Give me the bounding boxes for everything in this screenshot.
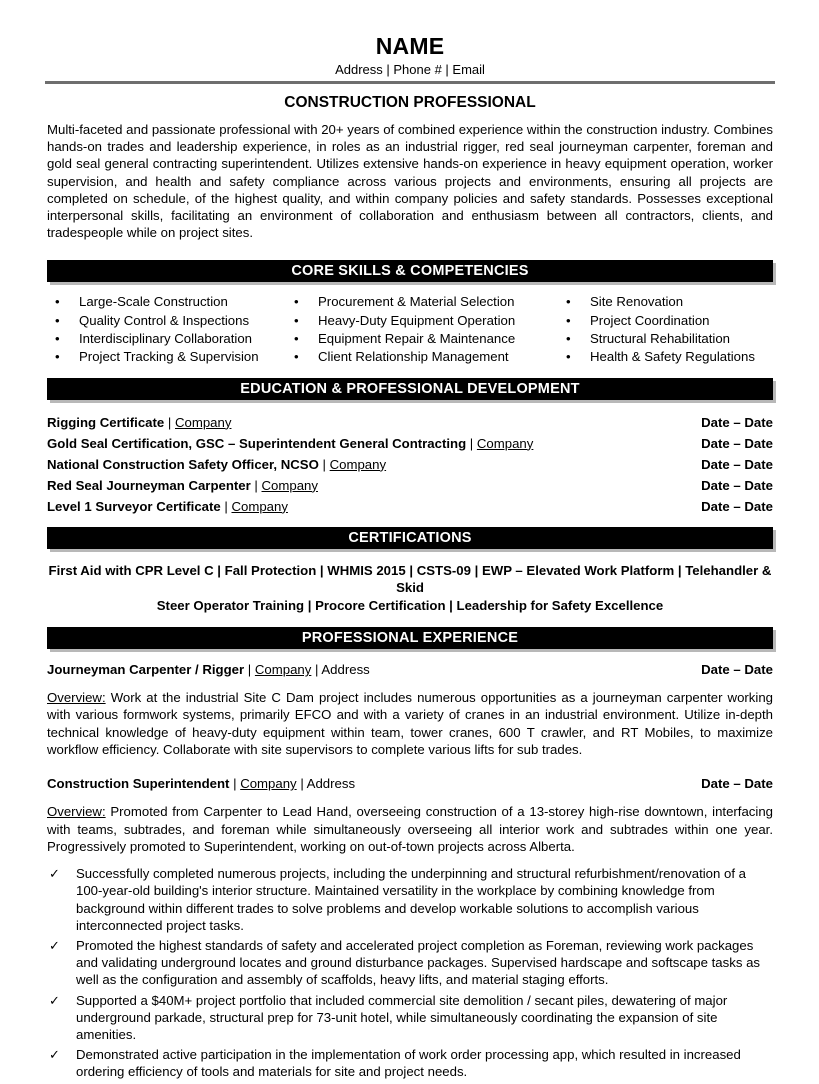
company-link[interactable]: Company bbox=[231, 498, 288, 514]
achievement-text: Promoted the highest standards of safety and accelerated project completion as Foreman, reviewing work packages and validating underground locates and ground disturbance packages. Supervised hardscape and softscape tasks as well as the configuration and assembly of scaffolds, heavy lifts, and material staging efforts. bbox=[76, 938, 761, 988]
job-title: Construction Superintendent bbox=[47, 776, 230, 792]
section-header-experience: PROFESSIONAL EXPERIENCE bbox=[47, 627, 773, 649]
achievement-text: Successfully completed numerous projects, including the underpinning and structural refurbishment/renovation of a 100-year-old building's interior structure. Maintained versatility in the workplace by combining knowledge from background within different trades to solve problems and develop workable solutions to accomplish various interconnected project tasks. bbox=[76, 866, 747, 933]
job-address: | Address bbox=[311, 662, 370, 678]
education-date: Date – Date bbox=[701, 456, 773, 472]
overview-text: Work at the industrial Site C Dam project includes numerous opportunities as a journeyman carpenter working with various formwork systems, primarily EFCO and with a variety of cranes in an industrial environment. Utilize in-depth technical knowledge of heavy-duty equipment within team, tower cranes, 600 T crawler, and RT Mobiles, to maximize workflow efficiency. Collaborate with site supervisors to complete various lifts for sub trades. bbox=[47, 690, 773, 757]
education-title: Rigging Certificate bbox=[47, 414, 165, 430]
separator: | bbox=[466, 435, 477, 451]
overview-label: Overview: bbox=[47, 690, 106, 706]
company-link[interactable]: Company bbox=[240, 776, 297, 792]
education-title: Level 1 Surveyor Certificate bbox=[47, 498, 221, 514]
separator: | bbox=[318, 456, 330, 472]
job-entry-2 bbox=[47, 775, 773, 1080]
achievement-item bbox=[47, 992, 773, 1044]
job-overview bbox=[47, 689, 773, 758]
section-header-certifications: CERTIFICATIONS bbox=[47, 527, 773, 549]
education-title: National Construction Safety Officer, NCSO bbox=[47, 456, 319, 472]
header-divider bbox=[45, 81, 775, 84]
education-title: Red Seal Journeyman Carpenter bbox=[47, 477, 251, 493]
checkmark-icon: ✓ bbox=[49, 866, 60, 882]
certifications-line-1: First Aid with CPR Level C | Fall Protection | WHMIS 2015 | CSTS-09 | EWP – Elevated Work Platform | Telehandler & Skid bbox=[48, 562, 772, 596]
job-header bbox=[47, 775, 773, 793]
skill-item: • Procurement & Material Selection bbox=[286, 293, 558, 311]
separator: | bbox=[164, 414, 175, 430]
company-link[interactable]: Company bbox=[261, 477, 318, 493]
education-row bbox=[47, 454, 773, 475]
separator: | bbox=[250, 477, 262, 493]
job-header bbox=[47, 661, 773, 679]
education-date: Date – Date bbox=[701, 477, 773, 493]
achievement-item bbox=[47, 1046, 773, 1080]
job-date: Date – Date bbox=[701, 776, 773, 792]
company-link[interactable]: Company bbox=[254, 662, 312, 678]
education-row bbox=[47, 496, 773, 517]
contact-line: Address | Phone # | Email bbox=[335, 62, 485, 77]
summary-paragraph: Multi-faceted and passionate professional with 20+ years of combined experience within the construction industry. Combines hands-on trades and leadership experience, in roles as an industrial rigger, red seal journeyman carpenter, foreman and gold seal general contracting superintendent. Utilizes extensive hands-on experience in heavy equipment operation, worker supervision, and health and safety compliance across various projects and environments, ensuring all projects are completed on schedule, of the highest quality, and within company policies and safety standards. Possesses exceptional interpersonal skills, facilitating an environment of collaboration and enthusiasm between all contractors, clients, and tradespeople while on project sites. bbox=[47, 122, 773, 241]
overview-text: Promoted from Carpenter to Lead Hand, overseeing construction of a 13-storey high-rise downtown, interfacing with teams, subtrades, and foreman while simultaneously overseeing all interior work and subtrades within one year. Progressively promoted to Superintendent, working on out-of-town projects across Alberta. bbox=[47, 804, 773, 854]
company-link[interactable]: Company bbox=[175, 414, 232, 430]
separator: | bbox=[220, 498, 232, 514]
skill-item: • Client Relationship Management bbox=[286, 348, 558, 366]
education-row bbox=[47, 412, 773, 433]
education-title: Gold Seal Certification, GSC – Superintendent General Contracting bbox=[47, 435, 467, 451]
skill-item: • Project Coordination bbox=[558, 312, 773, 330]
separator: | bbox=[229, 776, 241, 792]
certifications-line-2: Steer Operator Training | Procore Certification | Leadership for Safety Excellence bbox=[156, 597, 664, 613]
resume-page bbox=[47, 0, 773, 1084]
section-header-education: EDUCATION & PROFESSIONAL DEVELOPMENT bbox=[47, 378, 773, 400]
achievement-item bbox=[47, 865, 773, 934]
education-date: Date – Date bbox=[701, 498, 773, 514]
skill-item: • Interdisciplinary Collaboration bbox=[47, 330, 286, 348]
company-link[interactable]: Company bbox=[329, 456, 387, 472]
job-overview bbox=[47, 803, 773, 855]
skill-item: • Health & Safety Regulations bbox=[558, 348, 773, 366]
skills-column-2 bbox=[286, 293, 558, 366]
skill-item: • Project Tracking & Supervision bbox=[47, 348, 286, 366]
checkmark-icon: ✓ bbox=[49, 1047, 60, 1063]
certifications-text bbox=[47, 562, 773, 615]
skill-item: • Structural Rehabilitation bbox=[558, 330, 773, 348]
overview-label: Overview: bbox=[47, 804, 106, 820]
skill-item: • Large-Scale Construction bbox=[47, 293, 286, 311]
skills-grid bbox=[47, 293, 773, 366]
checkmark-icon: ✓ bbox=[49, 992, 60, 1008]
achievement-text: Supported a $40M+ project portfolio that included commercial site demolition / secant piles, dewatering of major underground parkade, structural prep for 73-unit hotel, while simultaneously coordinating the expansion of site amenities. bbox=[76, 992, 728, 1043]
professional-headline: CONSTRUCTION PROFESSIONAL bbox=[284, 94, 536, 111]
achievement-text: Demonstrated active participation in the implementation of work order processing app, which resulted in increased ordering efficiency of tools and materials for site and project needs. bbox=[76, 1047, 741, 1080]
achievement-list bbox=[47, 865, 773, 1080]
achievement-item bbox=[47, 937, 773, 989]
education-date: Date – Date bbox=[701, 414, 773, 430]
candidate-name: NAME bbox=[375, 33, 445, 59]
skill-item: • Heavy-Duty Equipment Operation bbox=[286, 312, 558, 330]
separator: | bbox=[244, 662, 255, 678]
job-date: Date – Date bbox=[701, 662, 773, 678]
education-list bbox=[47, 412, 773, 517]
skill-item: • Equipment Repair & Maintenance bbox=[286, 330, 558, 348]
job-address: | Address bbox=[296, 776, 356, 792]
checkmark-icon: ✓ bbox=[49, 938, 60, 953]
education-row bbox=[47, 433, 773, 454]
section-header-skills: CORE SKILLS & COMPETENCIES bbox=[47, 260, 773, 282]
job-entry-1 bbox=[47, 661, 773, 758]
skills-column-1 bbox=[47, 293, 286, 366]
company-link[interactable]: Company bbox=[476, 435, 534, 451]
skills-column-3 bbox=[558, 293, 773, 366]
skill-item: • Site Renovation bbox=[558, 293, 773, 311]
education-date: Date – Date bbox=[701, 435, 773, 451]
education-row bbox=[47, 475, 773, 496]
skill-item: • Quality Control & Inspections bbox=[47, 312, 286, 330]
job-title: Journeyman Carpenter / Rigger bbox=[47, 662, 245, 678]
